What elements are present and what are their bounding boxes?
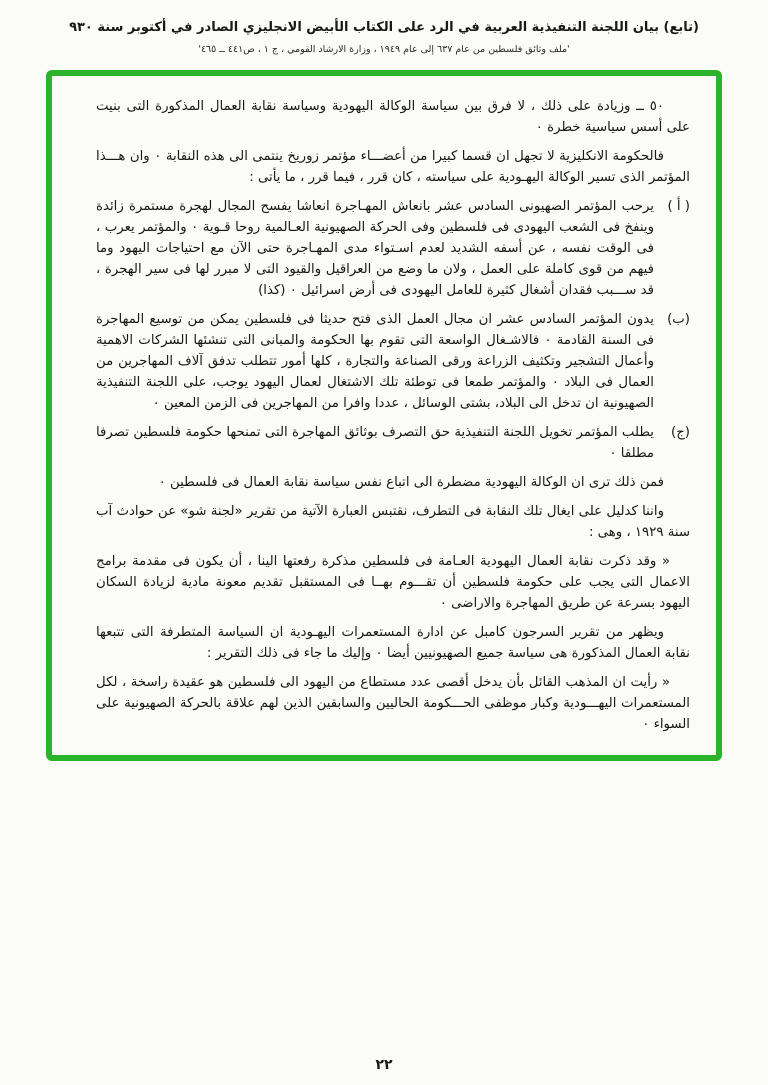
paragraph-conclusion-1: فمن ذلك ترى ان الوكالة اليهودية مضطرة الى اتباع نفس سياسة نقابة العمال فى فلسطين ٠ (158, 475, 664, 490)
list-item-jim (96, 422, 690, 464)
list-item-alef (96, 196, 690, 301)
paragraph-quote-labor-union: « وقد ذكرت نقابة العمال اليهودية العـامة فى فلسطين مذكرة رفعتها الينا ، أن يكون فى مقدمة برامج الاعمال التى يجب على حكومة فلسطين أن تقـــوم بهــا فى المستقبل تقديم معونة مادية لزيادة السكان اليهود بسرعة عن طريق المهاجرة والاراضى ٠ (96, 554, 690, 611)
list-item-ba (96, 309, 690, 414)
page-header (0, 0, 768, 55)
list-text-ba: يدون المؤتمر السادس عشر ان مجال العمل الذى فتح حديثا فى فلسطين يمكن من توسيع المهاجرة فى السنة القادمة ٠ فالاشـغال الواسعة التى تقوم بها الحكومة والمبانى التى تنشئها الشركات الاهمية وأعمال التشجير وتكثيف الزراعة ورقى الصناعة والتجارة ، كلها أمور تتطلب تدفق آلاف المهاجرين من العمال فى البلاد ٠ والمؤتمر طمعا فى توطئة تلك الاشتغال لعمال اليهود يوجب، على اللجنة التنفيذية الصهيونية ان تدخل الى البلاد، بشتى الوسائل ، عددا وافرا من المهاجرين فى الزمن المعين ٠ (96, 312, 654, 411)
page-number: ٢٢ (375, 1057, 393, 1073)
paragraph-shaw-report-intro: واننا كدليل على ايغال تلك النقابة فى التطرف، نقتبس العبارة الآتية من تقرير «لجنة شو» عن حوادث آب سنة ١٩٢٩ ، وهى : (96, 504, 690, 540)
list-text-jim: يطلب المؤتمر تخويل اللجنة التنفيذية حق التصرف بوثائق المهاجرة التى تمنحها حكومة فلسطين تصرفا مطلقا ٠ (96, 425, 654, 461)
document-title: (تابع) بيان اللجنة التنفيذية العربية في الرد على الكتاب الأبيض الانجليزي الصادر في أكتوبر سنة ٩٣٠ (69, 20, 699, 35)
list-marker-alef: ( أ ) (667, 199, 690, 214)
paragraph-campbell-report-intro: ويظهر من تقرير السرجون كامبل عن ادارة المستعمرات اليهـودية ان السياسة المتطرفة التى تتبعها نقابة العمال المذكورة هى سياسة جميع الصهيونيين أيضا ٠ وإليك ما جاء فى ذلك التقرير : (96, 625, 690, 661)
list-marker-jim: (ج) (671, 425, 690, 440)
page-footer (0, 1057, 768, 1073)
text-frame (46, 70, 722, 761)
paragraph-quote-campbell: « رأيت ان المذهب القائل بأن يدخل أقصى عدد مستطاع من اليهود الى فلسطين هو عقيدة راسخة ، لكل المستعمرات اليهـــودية وكبار موظفى الحـــكومة الحاليين والسابقين الذين لهم علاقة بالحركة الصهيونية على السواء ٠ (96, 675, 690, 732)
paragraph-50: ٥٠ ــ وزيادة على ذلك ، لا فرق بين سياسة الوكالة اليهودية وسياسة نقابة العمال المذكورة التى بنيت على أسس سياسية خطرة ٠ (96, 99, 690, 135)
list-marker-ba: (ب) (667, 312, 690, 327)
document-source-citation: 'ملف وثائق فلسطين من عام ٦٣٧ إلى عام ١٩٤٩ ، وزارة الارشاد القومي ، ج ١ ، ص٤٤١ ــ ٤٦٥' (198, 44, 570, 55)
list-text-alef: يرحب المؤتمر الصهيونى السادس عشر بانعاش المهـاجرة انعاشا يفسح المجال لهجرة مستمرة زائدة وينفخ فى الشعب اليهودى فى فلسطين وفى الحركة الصهيونية العـالمية روحا قـوية ٠ والمؤتمر يعرب ، فى الوقت نفسه ، عن أسفه الشديد لعدم اسـتواء مدى المهـاجرة حتى الآن مع احتياجات اليهود وما فيهم من قوى كاملة على العمل ، ولان ما وضع من العراقيل والقيود التى لا مبرر لها فى سير الهجرة ، قد ســـبب فقدان أشغال كثيرة للعامل اليهودى فى أرض اسرائيل ٠ (كذا) (96, 199, 654, 298)
paragraph-intro: فالحكومة الانكليزية لا تجهل ان قسما كبيرا من أعضـــاء مؤتمر زوريخ ينتمى الى هذه النقابة ٠ وان هـــذا المؤتمر الذى تسير الوكالة اليهـودية على سياسته ، كان قرر ، فيما قرر ، ما يأتى : (96, 149, 690, 185)
